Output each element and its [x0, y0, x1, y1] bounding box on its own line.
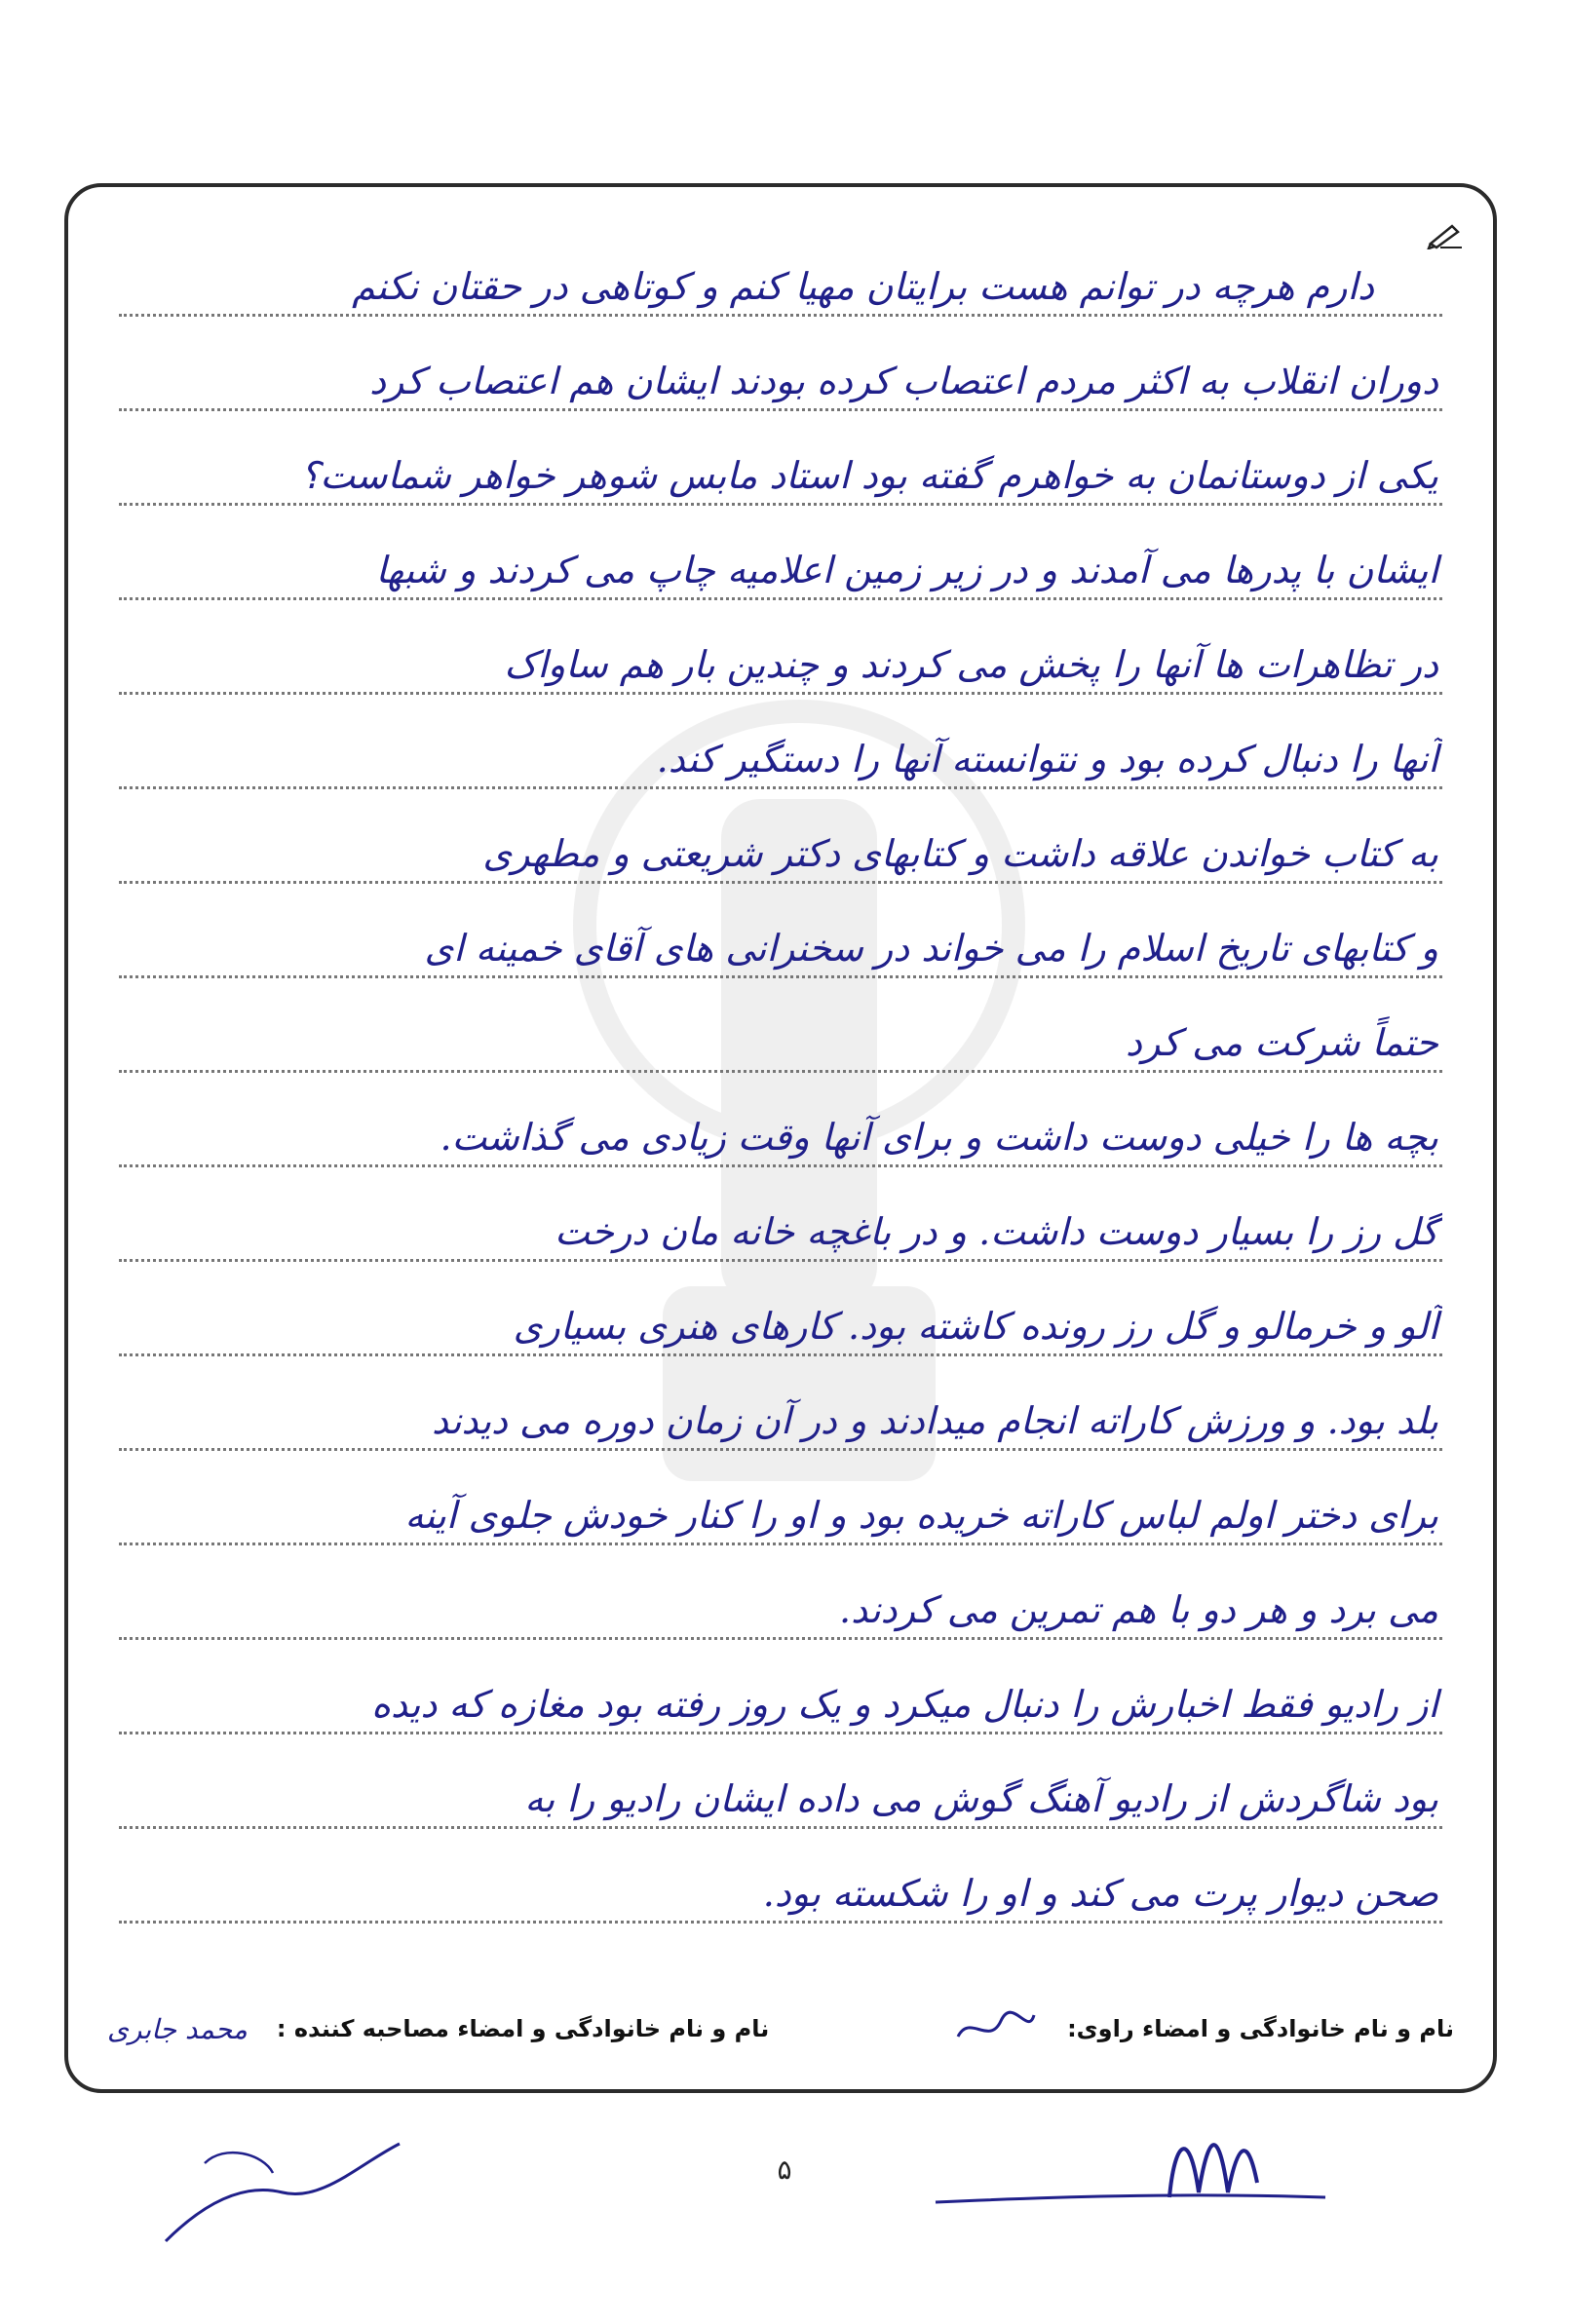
signature-left [146, 2124, 419, 2261]
page-number: ۵ [777, 2153, 792, 2186]
text-line: صحن دیوار پرت می کند و او را شکسته بود. [119, 1829, 1442, 1924]
narrator-signature [950, 2007, 1038, 2050]
text-line: می برد و هر دو با هم تمرین می کردند. [119, 1545, 1442, 1640]
text-line: دارم هرچه در توانم هست برایتان مهیا کنم و کوتاهی در حقتان نکنم [119, 222, 1442, 317]
text-line: آنها را دنبال کرده بود و نتوانسته آنها را دستگیر کند. [119, 695, 1442, 789]
text-line: ایشان با پدرها می آمدند و در زیر زمین اعلامیه چاپ می کردند و شبها [119, 506, 1442, 600]
interviewer-name: محمد جابری [107, 2012, 248, 2045]
interviewer-label: نام و نام خانوادگی و امضاء مصاحبه کننده : [276, 2015, 770, 2042]
signature-right [926, 2105, 1335, 2241]
text-line: در تظاهرات ها آنها را پخش می کردند و چندین بار هم ساواک [119, 600, 1442, 695]
text-line: آلو و خرمالو و گل رز رونده کاشته بود. کارهای هنری بسیاری [119, 1262, 1442, 1356]
text-line: برای دختر اولم لباس کاراته خریده بود و او را کنار خودش جلوی آینه [119, 1451, 1442, 1545]
text-line: به کتاب خواندن علاقه داشت و کتابهای دکتر شریعتی و مطهری [119, 789, 1442, 884]
text-line: و کتابهای تاریخ اسلام را می خواند در سخنرانی های آقای خمینه ای [119, 884, 1442, 978]
text-line: بلد بود. و ورزش کاراته انجام میدادند و در آن زمان دوره می دیدند [119, 1356, 1442, 1451]
text-line: بچه ها را خیلی دوست داشت و برای آنها وقت زیادی می گذاشت. [119, 1073, 1442, 1167]
page-frame [64, 183, 1497, 2093]
narrator-label: نام و نام خانوادگی و امضاء راوی: [1067, 2015, 1454, 2042]
text-line: یکی از دوستانمان به خواهرم گفته بود استاد مابس شوهر خواهر شماست؟ [119, 411, 1442, 506]
text-line: از رادیو فقط اخبارش را دنبال میکرد و یک روز رفته بود مغازه که دیده [119, 1640, 1442, 1734]
text-line: بود شاگردش از رادیو آهنگ گوش می داده ایشان رادیو را به [119, 1734, 1442, 1829]
signature-footer [107, 2007, 1454, 2050]
text-line: گل رز را بسیار دوست داشت. و در باغچه خانه مان درخت [119, 1167, 1442, 1262]
handwritten-lines [119, 222, 1442, 1924]
text-line: حتماً شرکت می کرد [119, 978, 1442, 1073]
text-line: دوران انقلاب به اکثر مردم اعتصاب کرده بودند ایشان هم اعتصاب کرد [119, 317, 1442, 411]
